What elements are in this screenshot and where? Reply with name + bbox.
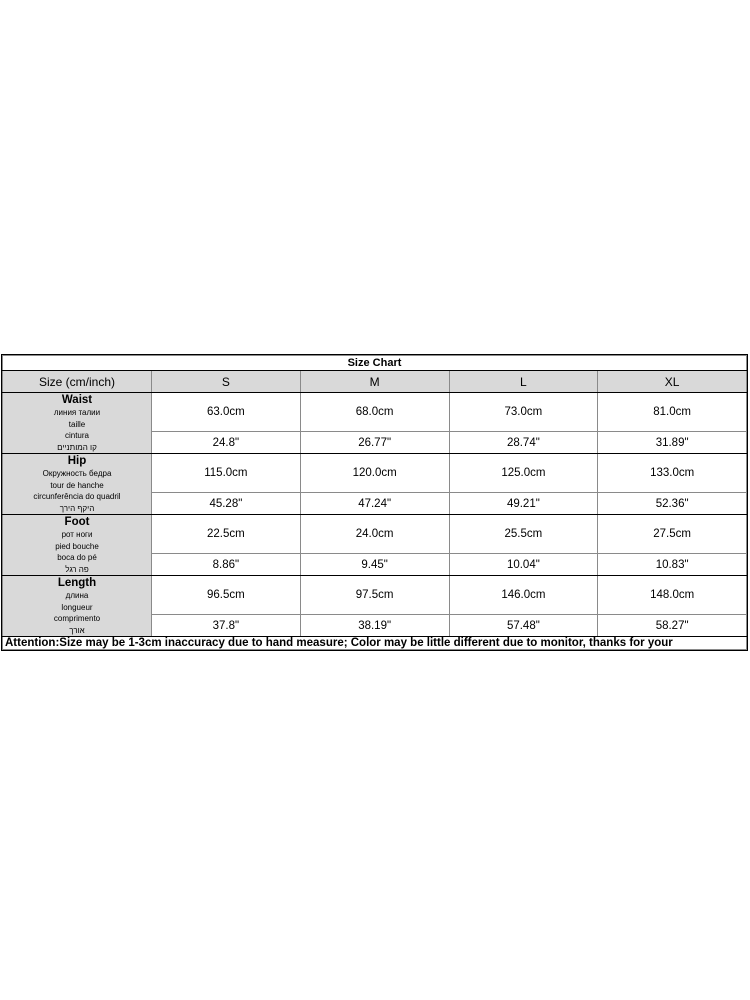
cell-cm: 125.0cm (449, 454, 598, 493)
cell-cm: 96.5cm (152, 576, 301, 615)
table-row (3, 515, 747, 554)
cell-inch: 9.45" (300, 554, 449, 576)
header-row (3, 371, 747, 393)
header-size-s: S (152, 371, 301, 393)
translation-fr: pied bouche (55, 541, 99, 551)
measure-name: Foot (64, 516, 90, 528)
attention-note: Attention:Size may be 1-3cm inaccuracy due to hand measure; Color may be little different due to monitor, thanks for your (3, 637, 747, 650)
table-row (3, 576, 747, 615)
translation-he: קו המותניים (57, 442, 97, 452)
cell-inch: 26.77" (300, 432, 449, 454)
cell-inch: 38.19" (300, 615, 449, 637)
header-size-l: L (449, 371, 598, 393)
cell-inch: 10.04" (449, 554, 598, 576)
cell-cm: 22.5cm (152, 515, 301, 554)
cell-inch: 47.24" (300, 493, 449, 515)
cell-inch: 8.86" (152, 554, 301, 576)
measure-name: Hip (67, 455, 87, 467)
cell-inch: 52.36" (598, 493, 747, 515)
header-size-m: M (300, 371, 449, 393)
measure-name: Length (57, 577, 97, 589)
header-size-xl: XL (598, 371, 747, 393)
translation-pt: circunferência do quadril (33, 492, 121, 501)
measure-name: Waist (61, 394, 93, 406)
chart-title: Size Chart (3, 356, 747, 371)
cell-inch: 49.21" (449, 493, 598, 515)
header-size-label: Size (cm/inch) (3, 371, 152, 393)
cell-inch: 31.89" (598, 432, 747, 454)
cell-cm: 97.5cm (300, 576, 449, 615)
translation-ru: Окружность бедра (42, 469, 112, 478)
measure-label-hip (3, 454, 152, 515)
measure-label-waist (3, 393, 152, 454)
measure-label-length (3, 576, 152, 637)
cell-cm: 24.0cm (300, 515, 449, 554)
cell-inch: 45.28" (152, 493, 301, 515)
cell-inch: 57.48" (449, 615, 598, 637)
cell-cm: 120.0cm (300, 454, 449, 493)
translation-fr: taille (68, 419, 86, 429)
translation-he: היקף הירך (59, 503, 95, 513)
cell-inch: 10.83" (598, 554, 747, 576)
translation-pt: cintura (64, 431, 89, 440)
cell-cm: 73.0cm (449, 393, 598, 432)
cell-cm: 115.0cm (152, 454, 301, 493)
translation-he: פה רגל (65, 564, 89, 574)
cell-cm: 63.0cm (152, 393, 301, 432)
translation-ru: длина (65, 591, 89, 600)
cell-cm: 81.0cm (598, 393, 747, 432)
cell-cm: 146.0cm (449, 576, 598, 615)
translation-pt: boca do pé (57, 553, 97, 562)
translation-fr: longueur (61, 602, 93, 612)
cell-inch: 58.27" (598, 615, 747, 637)
translation-ru: линия талии (53, 408, 101, 417)
cell-inch: 28.74" (449, 432, 598, 454)
cell-cm: 148.0cm (598, 576, 747, 615)
cell-inch: 37.8" (152, 615, 301, 637)
translation-he: אורך (69, 625, 85, 635)
translation-pt: comprimento (53, 614, 101, 623)
cell-cm: 68.0cm (300, 393, 449, 432)
size-table (2, 355, 747, 650)
table-row (3, 454, 747, 493)
translation-ru: рот ноги (61, 530, 93, 539)
cell-inch: 24.8" (152, 432, 301, 454)
size-chart (1, 354, 748, 651)
table-row (3, 393, 747, 432)
cell-cm: 27.5cm (598, 515, 747, 554)
translation-fr: tour de hanche (50, 480, 104, 490)
cell-cm: 133.0cm (598, 454, 747, 493)
cell-cm: 25.5cm (449, 515, 598, 554)
measure-label-foot (3, 515, 152, 576)
